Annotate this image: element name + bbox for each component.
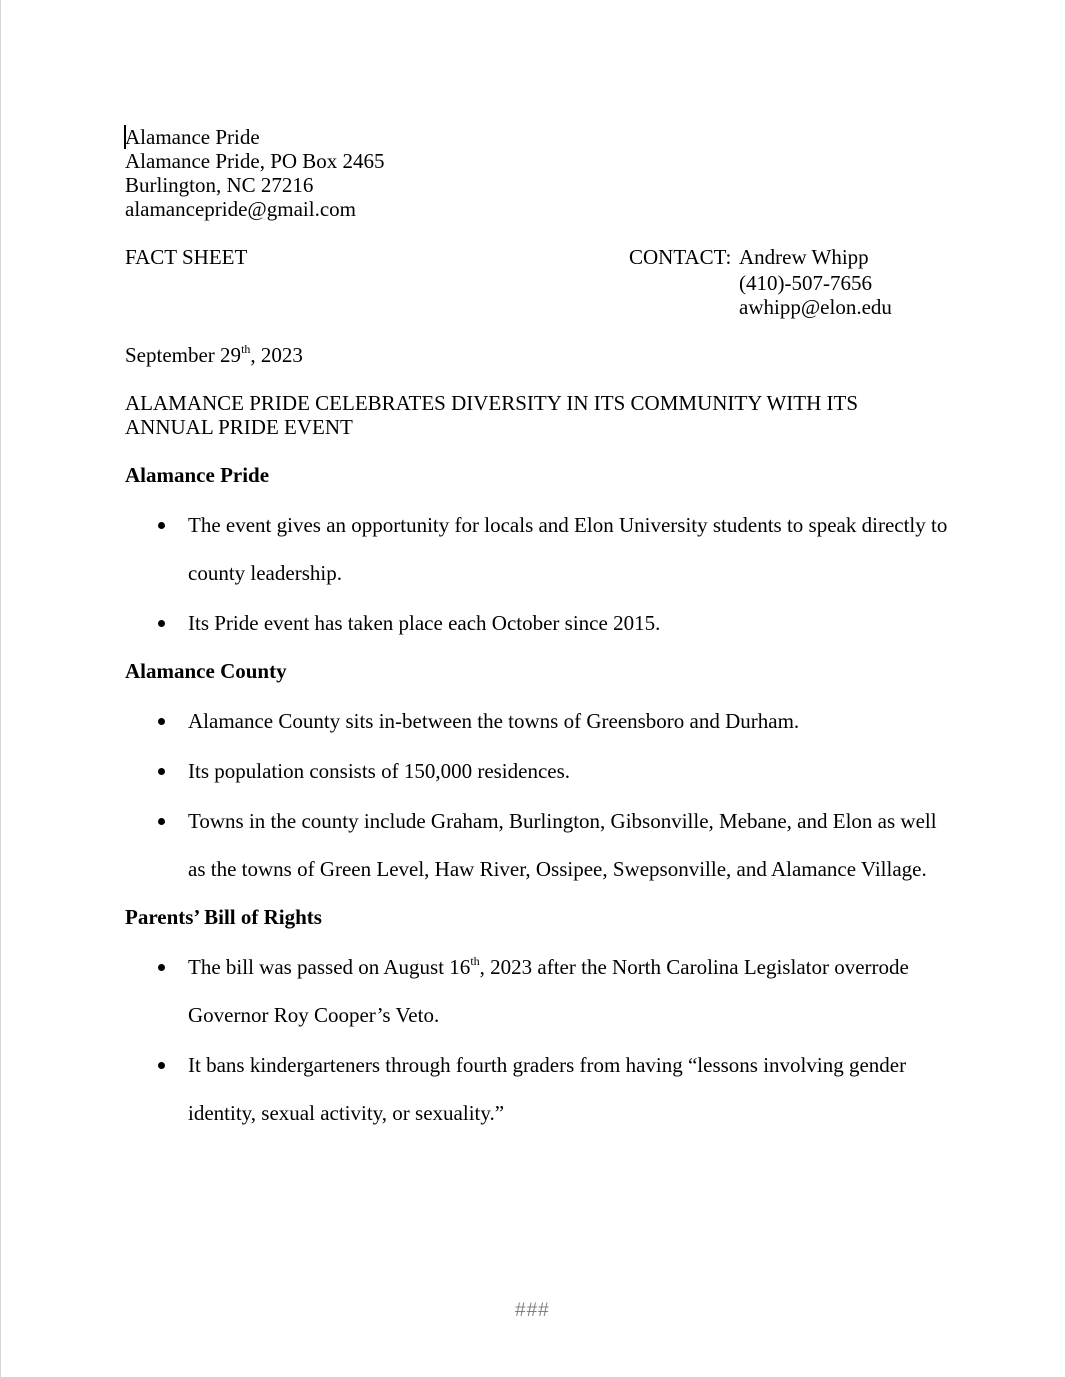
bullet-icon <box>158 768 165 775</box>
date-year: , 2023 <box>250 343 303 367</box>
sender-address: Alamance Pride, PO Box 2465 <box>125 149 385 173</box>
bullet-icon <box>158 1062 165 1069</box>
contact-label: CONTACT: <box>629 245 732 269</box>
section-heading-alamance-pride: Alamance Pride <box>125 463 270 487</box>
bullet-item: Alamance County sits in-between the towns of Greensboro and Durham. <box>188 709 800 733</box>
bullet-icon <box>158 718 165 725</box>
bullet-item: Its population consists of 150,000 residences. <box>188 759 571 783</box>
bullet-icon <box>158 620 165 627</box>
bullet-icon <box>158 964 165 971</box>
bullet-item: Towns in the county include Graham, Burlington, Gibsonville, Mebane, and Elon as well as the towns of Green Level, Haw River, Ossipee, Swepsonville, and Alamance Village. <box>188 809 937 881</box>
bullet-text-after: , 2023 after the North Carolina Legislator overrode Governor Roy Cooper’s Veto. <box>188 955 909 1027</box>
doc-type-label: FACT SHEET <box>125 245 248 269</box>
end-mark: ### <box>515 1300 550 1321</box>
headline-line-2: ANNUAL PRIDE EVENT <box>125 415 353 439</box>
release-date <box>125 343 303 367</box>
bullet-icon <box>158 522 165 529</box>
headline-line-1: ALAMANCE PRIDE CELEBRATES DIVERSITY IN ITS COMMUNITY WITH ITS <box>125 391 859 415</box>
contact-email: awhipp@elon.edu <box>739 295 892 319</box>
date-suffix: th <box>241 342 251 356</box>
bullet-icon <box>158 818 165 825</box>
section-heading-parents-bill-of-rights: Parents’ Bill of Rights <box>125 905 322 929</box>
date-month-day: September 29 <box>125 343 242 367</box>
sender-email: alamancepride@gmail.com <box>125 197 356 221</box>
contact-phone: (410)-507-7656 <box>739 271 872 295</box>
section-heading-alamance-county: Alamance County <box>125 659 287 683</box>
bullet-text-before: The bill was passed on August 16 <box>188 955 471 979</box>
sender-name: Alamance Pride <box>125 125 260 149</box>
bullet-text-suffix: th <box>470 954 480 968</box>
bullet-item: Its Pride event has taken place each October since 2015. <box>188 611 661 635</box>
page-edge <box>0 0 1 1377</box>
bullet-item: The event gives an opportunity for locals and Elon University students to speak directly to county leadership. <box>188 513 948 585</box>
bullet-item: It bans kindergarteners through fourth graders from having “lessons involving gender identity, sexual activity, or sexuality.” <box>188 1053 907 1125</box>
bullet-item <box>188 943 958 1039</box>
sender-city: Burlington, NC 27216 <box>125 173 314 197</box>
contact-name: Andrew Whipp <box>739 245 869 269</box>
